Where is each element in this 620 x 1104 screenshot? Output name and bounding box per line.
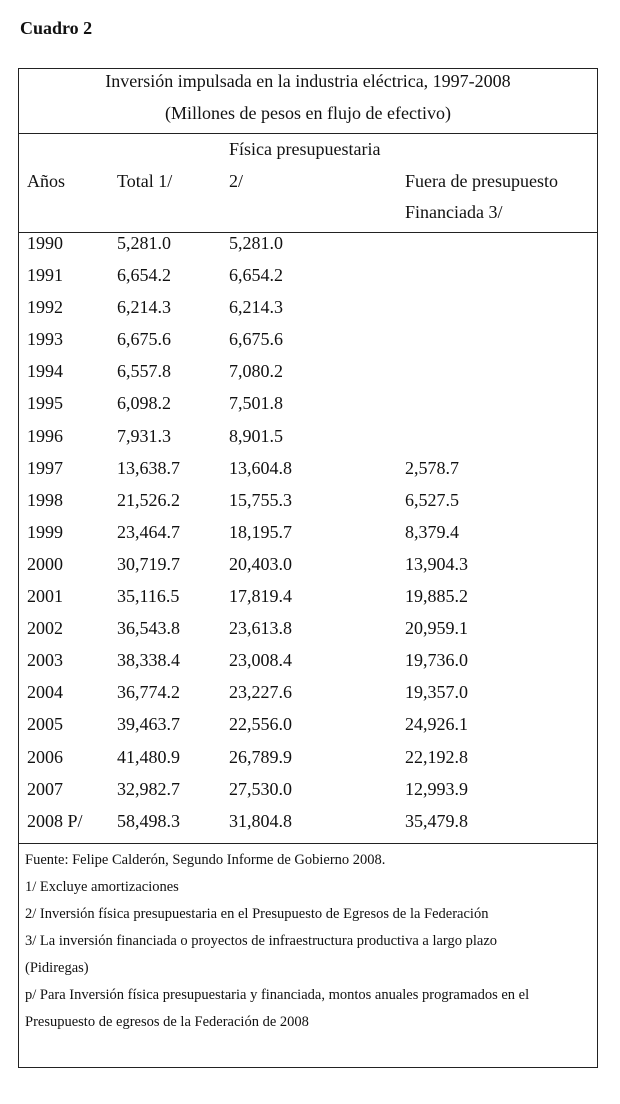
cell-year: 2006 (27, 746, 63, 767)
cell-fisica: 27,530.0 (229, 778, 292, 799)
header-years: Años (27, 171, 66, 191)
table-row (19, 458, 597, 490)
cell-total: 32,982.7 (117, 778, 180, 799)
table-row (19, 297, 597, 329)
header-total: Total 1/ (117, 171, 173, 191)
table-body (19, 233, 597, 843)
table-row (19, 650, 597, 682)
cell-total: 6,214.3 (117, 297, 171, 318)
rule-bottom (19, 843, 597, 844)
cell-total: 6,557.8 (117, 361, 171, 382)
cell-total: 6,675.6 (117, 329, 171, 350)
cell-fisica: 7,501.8 (229, 393, 283, 414)
cell-fuera: 20,959.1 (405, 618, 468, 639)
cell-fuera: 19,885.2 (405, 586, 468, 607)
table-row (19, 747, 597, 779)
cell-year: 1992 (27, 297, 63, 318)
table-row (19, 329, 597, 361)
table-row (19, 426, 597, 458)
cell-year: 2002 (27, 618, 63, 639)
table-row (19, 490, 597, 522)
cell-fuera: 13,904.3 (405, 553, 468, 574)
cell-year: 1990 (27, 233, 63, 253)
cell-total: 30,719.7 (117, 553, 180, 574)
cell-total: 36,774.2 (117, 682, 180, 703)
cell-fisica: 18,195.7 (229, 521, 292, 542)
table-row (19, 361, 597, 393)
cell-total: 6,654.2 (117, 265, 171, 286)
table-subtitle: (Millones de pesos en flujo de efectivo) (165, 103, 451, 123)
cell-year: 2007 (27, 778, 63, 799)
source-note: Fuente: Felipe Calderón, Segundo Informe de Gobierno 2008. (25, 852, 386, 868)
cell-fisica: 7,080.2 (229, 361, 283, 382)
cell-year: 1995 (27, 393, 63, 414)
table-title: Inversión impulsada en la industria eléctrica, 1997-2008 (105, 71, 511, 91)
header-fisica-line1: Física presupuestaria (229, 139, 381, 159)
cell-total: 13,638.7 (117, 457, 180, 478)
footnote: (Pidiregas) (25, 960, 89, 976)
cell-fisica: 23,227.6 (229, 682, 292, 703)
cell-total: 36,543.8 (117, 618, 180, 639)
cell-fuera: 6,527.5 (405, 489, 459, 510)
cell-total: 23,464.7 (117, 521, 180, 542)
cell-total: 21,526.2 (117, 489, 180, 510)
footnote: 2/ Inversión física presupuestaria en el Presupuesto de Egresos de la Federación (25, 906, 489, 922)
header-fuera-line1: Fuera de presupuesto (405, 171, 558, 191)
cell-year: 2005 (27, 714, 63, 735)
cell-year: 1993 (27, 329, 63, 350)
table-row (19, 618, 597, 650)
table-box (18, 68, 598, 1068)
cell-fisica: 20,403.0 (229, 553, 292, 574)
table-row (19, 811, 597, 843)
cell-fisica: 5,281.0 (229, 233, 283, 253)
cell-total: 5,281.0 (117, 233, 171, 253)
cell-year: 1999 (27, 521, 63, 542)
cell-year: 2003 (27, 650, 63, 671)
cell-fuera: 19,357.0 (405, 682, 468, 703)
cell-year: 2008 P/ (27, 810, 83, 831)
cell-fisica: 6,214.3 (229, 297, 283, 318)
cell-year: 1996 (27, 425, 63, 446)
cell-fuera: 2,578.7 (405, 457, 459, 478)
cell-year: 1994 (27, 361, 63, 382)
cell-fisica: 23,008.4 (229, 650, 292, 671)
table-row (19, 233, 597, 265)
cell-fuera: 12,993.9 (405, 778, 468, 799)
cell-total: 58,498.3 (117, 810, 180, 831)
cell-total: 39,463.7 (117, 714, 180, 735)
cell-fisica: 22,556.0 (229, 714, 292, 735)
cell-fuera: 8,379.4 (405, 521, 459, 542)
cell-total: 38,338.4 (117, 650, 180, 671)
cell-year: 1998 (27, 489, 63, 510)
cell-fisica: 31,804.8 (229, 810, 292, 831)
cell-year: 2004 (27, 682, 63, 703)
table-row (19, 682, 597, 714)
cell-fisica: 8,901.5 (229, 425, 283, 446)
table-label: Cuadro 2 (20, 18, 93, 38)
table-row (19, 554, 597, 586)
table-row (19, 714, 597, 746)
cell-fisica: 17,819.4 (229, 586, 292, 607)
cell-fisica: 13,604.8 (229, 457, 292, 478)
cell-total: 7,931.3 (117, 425, 171, 446)
cell-fisica: 6,675.6 (229, 329, 283, 350)
cell-total: 41,480.9 (117, 746, 180, 767)
header-fuera-line2: Financiada 3/ (405, 202, 503, 222)
cell-year: 1991 (27, 265, 63, 286)
cell-fisica: 26,789.9 (229, 746, 292, 767)
footnote: 1/ Excluye amortizaciones (25, 879, 179, 895)
footnote: 3/ La inversión financiada o proyectos de infraestructura productiva a largo plazo (25, 933, 498, 949)
cell-fisica: 15,755.3 (229, 489, 292, 510)
footnote: p/ Para Inversión física presupuestaria y financiada, montos anuales programados en el (25, 987, 530, 1003)
cell-fuera: 24,926.1 (405, 714, 468, 735)
cell-year: 1997 (27, 457, 63, 478)
table-row (19, 522, 597, 554)
cell-year: 2001 (27, 586, 63, 607)
cell-fisica: 6,654.2 (229, 265, 283, 286)
rule-top (19, 133, 597, 134)
table-notes (25, 847, 589, 1036)
cell-fuera: 19,736.0 (405, 650, 468, 671)
cell-total: 35,116.5 (117, 586, 180, 607)
cell-fisica: 23,613.8 (229, 618, 292, 639)
table-row (19, 586, 597, 618)
table-row (19, 265, 597, 297)
cell-total: 6,098.2 (117, 393, 171, 414)
cell-fuera: 22,192.8 (405, 746, 468, 767)
table-row (19, 779, 597, 811)
cell-year: 2000 (27, 553, 63, 574)
footnote: Presupuesto de egresos de la Federación de 2008 (25, 1014, 309, 1030)
header-fisica-line2: 2/ (229, 171, 244, 191)
cell-fuera: 35,479.8 (405, 810, 468, 831)
table-row (19, 393, 597, 425)
